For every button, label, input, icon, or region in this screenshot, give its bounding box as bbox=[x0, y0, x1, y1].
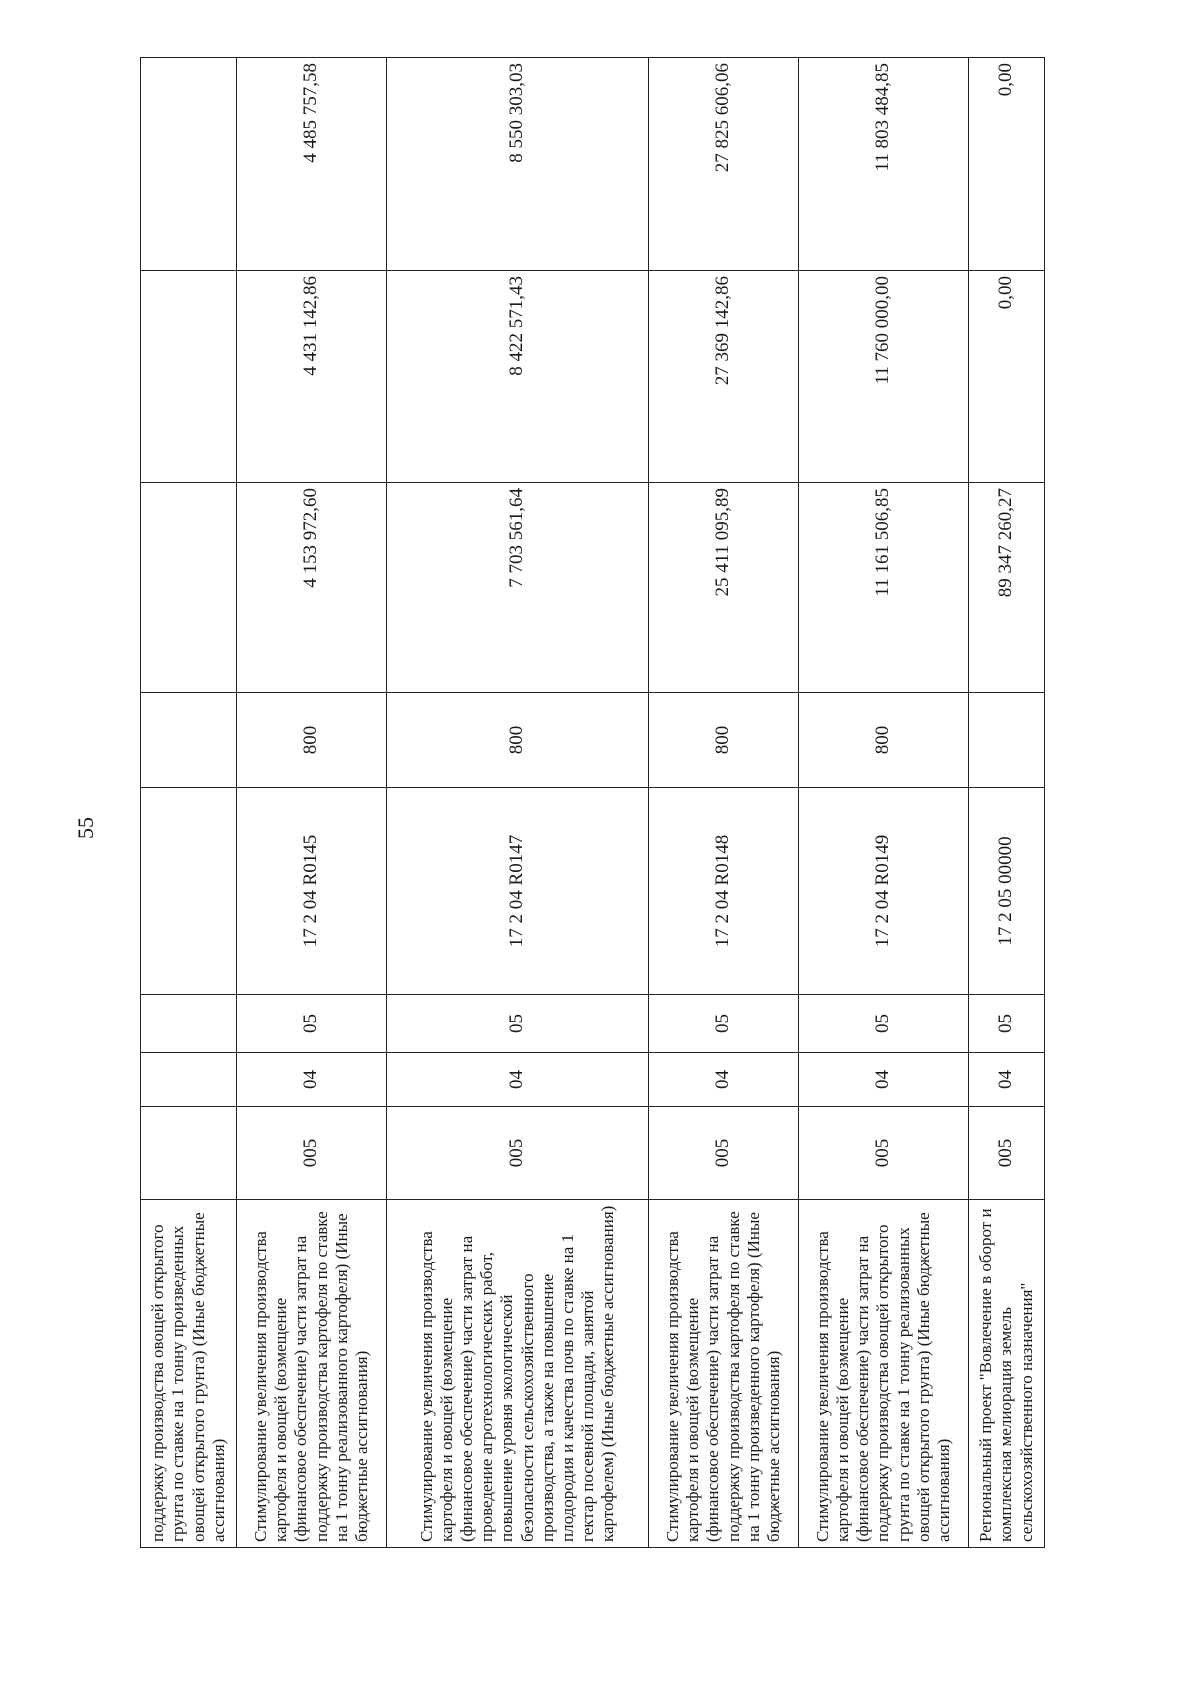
sum-2023-cell bbox=[141, 271, 237, 483]
table-row bbox=[237, 58, 387, 1548]
row-name-cell: Стимулирование увеличения производства картофеля и овощей (возмещение (финансовое обеспечение) части затрат на поддержку производства овощей открытого грунта по ставке на 1 тонну реализованных овощей открытого грунта) (Иные бюджетные ассигнования) bbox=[799, 1200, 969, 1548]
sum-2022-cell: 7 703 561,64 bbox=[387, 483, 649, 693]
sum-2023-cell: 4 431 142,86 bbox=[237, 271, 387, 483]
sum-2022-cell bbox=[141, 483, 237, 693]
csr-cell: 17 2 04 R0149 bbox=[799, 788, 969, 995]
sum-2024-cell: 4 485 757,58 bbox=[237, 58, 387, 271]
sum-2022-cell: 11 161 506,85 bbox=[799, 483, 969, 693]
row-name-cell: Стимулирование увеличения производства картофеля и овощей (возмещение (финансовое обеспечение) части затрат на поддержку производства картофеля по ставке на 1 тонну произведенного картофеля) (Иные бюджетные ассигнования) bbox=[649, 1200, 799, 1548]
sum-2024-cell: 0,00 bbox=[969, 58, 1045, 271]
sum-2024-cell bbox=[141, 58, 237, 271]
table-row bbox=[387, 58, 649, 1548]
csr-cell: 17 2 04 R0145 bbox=[237, 788, 387, 995]
csr-cell: 17 2 04 R0147 bbox=[387, 788, 649, 995]
table-row bbox=[799, 58, 969, 1548]
budget-table bbox=[140, 57, 1045, 1548]
grbs-cell bbox=[141, 1107, 237, 1200]
csr-cell bbox=[141, 788, 237, 995]
vr-cell bbox=[141, 693, 237, 788]
sum-2024-cell: 27 825 606,06 bbox=[649, 58, 799, 271]
rz-cell bbox=[141, 1053, 237, 1107]
csr-cell: 17 2 05 00000 bbox=[969, 788, 1045, 995]
pr-cell: 05 bbox=[387, 995, 649, 1053]
csr-cell: 17 2 04 R0148 bbox=[649, 788, 799, 995]
rotated-table-container bbox=[140, 58, 1200, 1548]
pr-cell bbox=[141, 995, 237, 1053]
table-row bbox=[649, 58, 799, 1548]
vr-cell bbox=[969, 693, 1045, 788]
rz-cell: 04 bbox=[237, 1053, 387, 1107]
table-row bbox=[969, 58, 1045, 1548]
table-row bbox=[141, 58, 237, 1548]
vr-cell: 800 bbox=[649, 693, 799, 788]
sum-2023-cell: 27 369 142,86 bbox=[649, 271, 799, 483]
grbs-cell: 005 bbox=[237, 1107, 387, 1200]
row-name-cell: Стимулирование увеличения производства картофеля и овощей (возмещение (финансовое обеспечение) части затрат на поддержку производства картофеля по ставке на 1 тонну реализованного картофеля) (Иные бюджетные ассигнования) bbox=[237, 1200, 387, 1548]
sum-2023-cell: 8 422 571,43 bbox=[387, 271, 649, 483]
sum-2022-cell: 89 347 260,27 bbox=[969, 483, 1045, 693]
rz-cell: 04 bbox=[649, 1053, 799, 1107]
pr-cell: 05 bbox=[799, 995, 969, 1053]
sum-2024-cell: 8 550 303,03 bbox=[387, 58, 649, 271]
rz-cell: 04 bbox=[387, 1053, 649, 1107]
rz-cell: 04 bbox=[799, 1053, 969, 1107]
row-name-cell: Региональный проект "Вовлечение в оборот и комплексная мелиорация земель сельскохозяйственного назначения" bbox=[969, 1200, 1045, 1548]
page-number: 55 bbox=[73, 817, 98, 839]
grbs-cell: 005 bbox=[799, 1107, 969, 1200]
sum-2023-cell: 11 760 000,00 bbox=[799, 271, 969, 483]
grbs-cell: 005 bbox=[649, 1107, 799, 1200]
vr-cell: 800 bbox=[237, 693, 387, 788]
sum-2024-cell: 11 803 484,85 bbox=[799, 58, 969, 271]
grbs-cell: 005 bbox=[387, 1107, 649, 1200]
row-name-cell: Стимулирование увеличения производства картофеля и овощей (возмещение (финансовое обеспечение) части затрат на проведение агротехнологических работ, повышение уровня экологической безопасности сельскохозяйственного производства, а также на повышение плодородия и качества почв по ставке на 1 гектар посевной площади, занятой картофелем) (Иные бюджетные ассигнования) bbox=[387, 1200, 649, 1548]
pr-cell: 05 bbox=[237, 995, 387, 1053]
vr-cell: 800 bbox=[387, 693, 649, 788]
sum-2022-cell: 25 411 095,89 bbox=[649, 483, 799, 693]
grbs-cell: 005 bbox=[969, 1107, 1045, 1200]
sum-2022-cell: 4 153 972,60 bbox=[237, 483, 387, 693]
rz-cell: 04 bbox=[969, 1053, 1045, 1107]
sum-2023-cell: 0,00 bbox=[969, 271, 1045, 483]
pr-cell: 05 bbox=[649, 995, 799, 1053]
pr-cell: 05 bbox=[969, 995, 1045, 1053]
row-name-cell: поддержку производства овощей открытого грунта по ставке на 1 тонну произведенных овощей открытого грунта) (Иные бюджетные ассигнования) bbox=[141, 1200, 237, 1548]
vr-cell: 800 bbox=[799, 693, 969, 788]
